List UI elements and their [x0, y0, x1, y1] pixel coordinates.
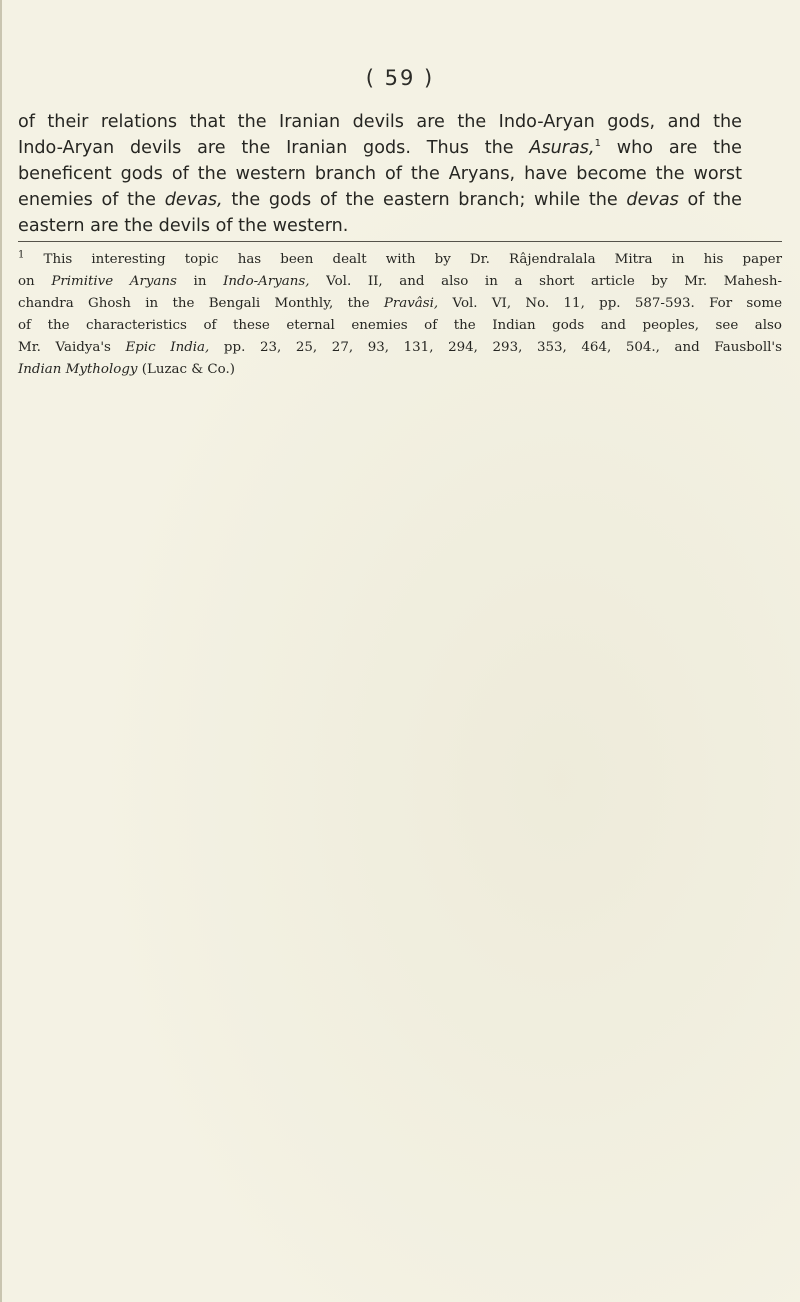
footnote-text-run: pp. 23, 25, 27, 93, 131, 294, 293, 353, 464, 504., and Fausboll's	[209, 340, 782, 355]
body-text-run: Indo-Aryan devils are the Iranian gods. Thus the	[18, 138, 530, 158]
body-text-run: the gods of the eastern branch; while the	[222, 190, 627, 210]
body-text-run: of the	[678, 190, 742, 210]
page-number: ( 59 )	[365, 66, 435, 90]
footnote-title: Epic India,	[125, 340, 210, 355]
italic-term-devas: devas	[626, 190, 679, 210]
body-line	[18, 187, 742, 213]
body-paragraph	[18, 109, 742, 239]
footnote-text-run: in	[176, 274, 224, 289]
footnote-text-run: (Luzac & Co.)	[137, 362, 235, 377]
footnote-marker: 1	[18, 249, 25, 261]
footnote-text-run: Vol. II, and also in a short article by Mr. Mahesh-	[309, 274, 782, 289]
footnote-title: Primitive Aryans	[51, 274, 177, 289]
footnote-text-run: This interesting topic has been dealt with by Dr. Râjendralala Mitra in his paper	[24, 252, 782, 267]
footnote	[18, 249, 782, 381]
body-line: of their relations that the Iranian devils are the Indo-Aryan gods, and the	[18, 112, 742, 132]
footnote-text-run: on	[18, 274, 52, 289]
body-line: eastern are the devils of the western.	[18, 216, 349, 236]
footnote-divider	[18, 241, 782, 242]
footnote-title: Indo-Aryans,	[223, 274, 310, 289]
italic-term-asuras: Asuras,	[529, 138, 595, 158]
footnote-line: of the characteristics of these eternal enemies of the Indian gods and peoples, see also	[18, 318, 782, 333]
footnote-text-run: chandra Ghosh in the Bengali Monthly, the	[18, 296, 384, 311]
italic-term-devas: devas,	[164, 190, 223, 210]
footnote-title: Indian Mythology	[18, 362, 138, 377]
footnote-title: Pravâsi,	[383, 296, 439, 311]
footnote-text-run: Vol. VI, No. 11, pp. 587-593. For some	[438, 296, 782, 311]
footnote-reference: 1	[594, 138, 601, 150]
body-line	[18, 135, 742, 161]
page-edge	[0, 0, 2, 1302]
footnote-line	[18, 293, 782, 315]
footnote-line	[18, 249, 782, 271]
footnote-text-run: Mr. Vaidya's	[18, 340, 126, 355]
body-text-run: who are the	[600, 138, 742, 158]
footnote-line	[18, 337, 782, 359]
body-line: beneficent gods of the western branch of the Aryans, have become the worst	[18, 164, 742, 184]
body-text-run: enemies of the	[18, 190, 165, 210]
footnote-line	[18, 271, 782, 293]
footnote-line	[18, 359, 782, 381]
